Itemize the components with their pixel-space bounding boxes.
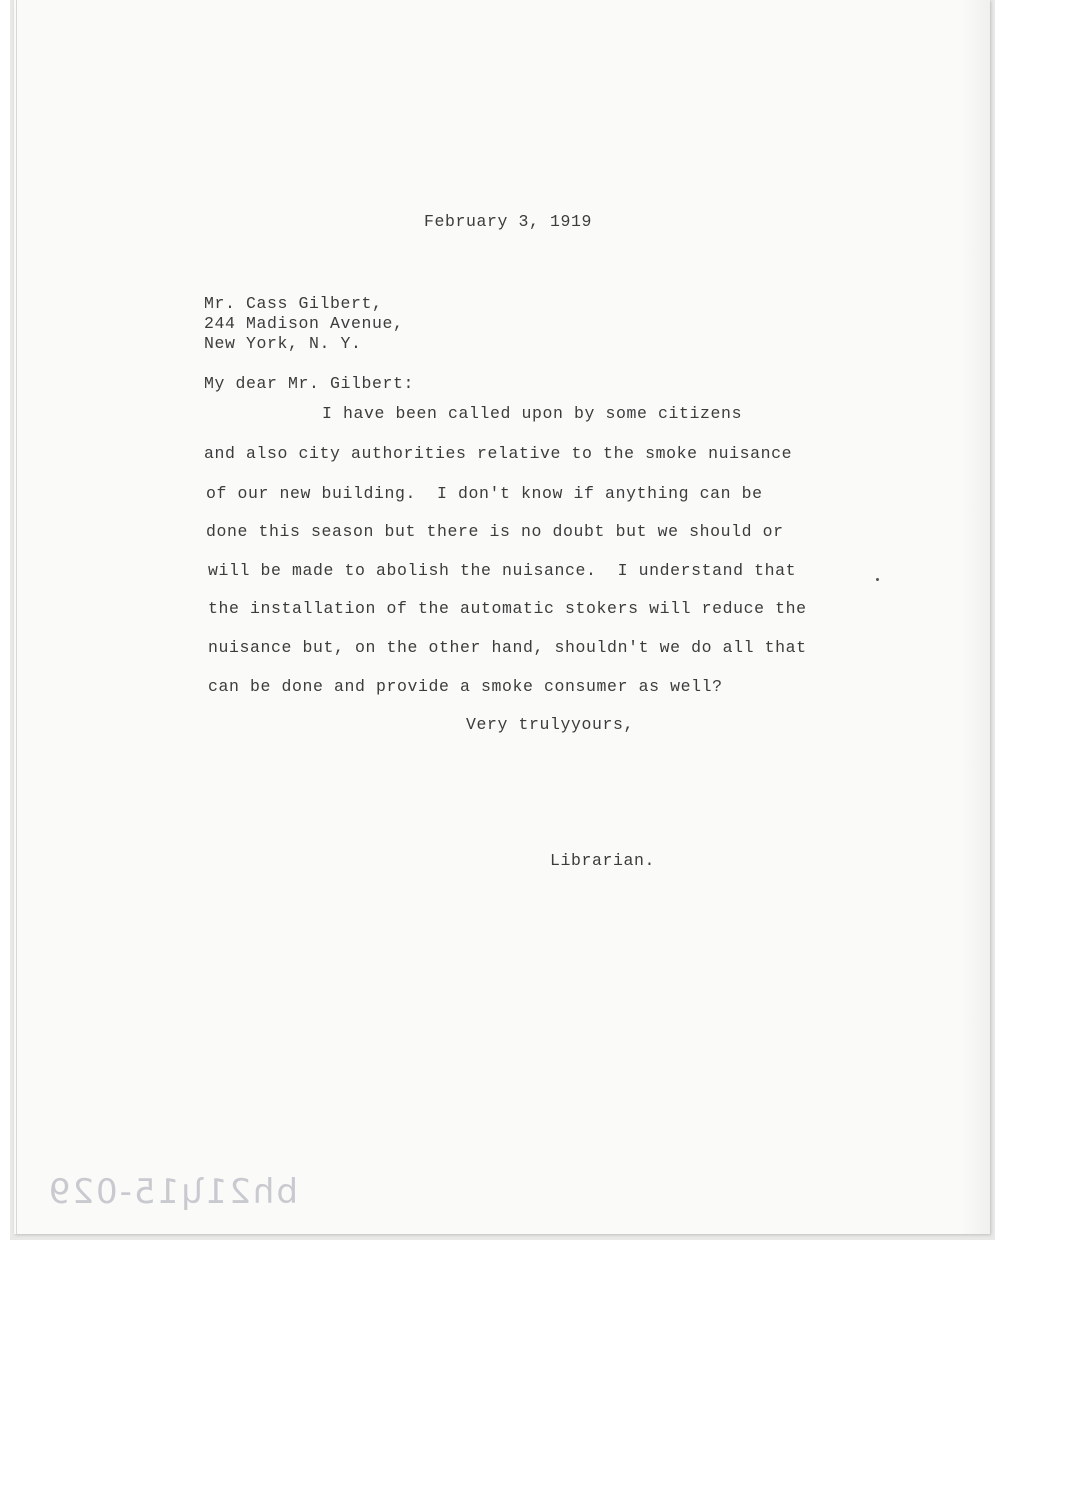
body-line: and also city authorities relative to the smoke nuisance: [204, 444, 793, 463]
body-line: can be done and provide a smoke consumer as well?: [208, 677, 723, 696]
signature-title: Librarian.: [550, 851, 656, 870]
recipient-line-3: New York, N. Y.: [204, 334, 362, 353]
body-line: I have been called upon by some citizens: [322, 404, 743, 423]
recipient-line-2: 244 Madison Avenue,: [204, 314, 404, 333]
sheet-edge-shade: [960, 0, 990, 1234]
salutation: My dear Mr. Gilbert:: [204, 374, 415, 393]
body-line: done this season but there is no doubt but we should or: [206, 522, 784, 541]
body-line: nuisance but, on the other hand, shouldn't we do all that: [208, 638, 807, 657]
closing: Very trulyyours,: [466, 715, 635, 734]
body-line: will be made to abolish the nuisance. I understand that: [208, 561, 797, 580]
letter-date: February 3, 1919: [424, 212, 593, 231]
body-line: the installation of the automatic stokers will reduce the: [208, 599, 807, 618]
sheet-left-edge: [16, 0, 17, 1234]
recipient-line-1: Mr. Cass Gilbert,: [204, 294, 383, 313]
body-line: of our new building. I don't know if anything can be: [206, 484, 763, 503]
archive-stamp: bh21ʮ15-029: [46, 1172, 298, 1212]
stray-mark: [876, 578, 879, 581]
